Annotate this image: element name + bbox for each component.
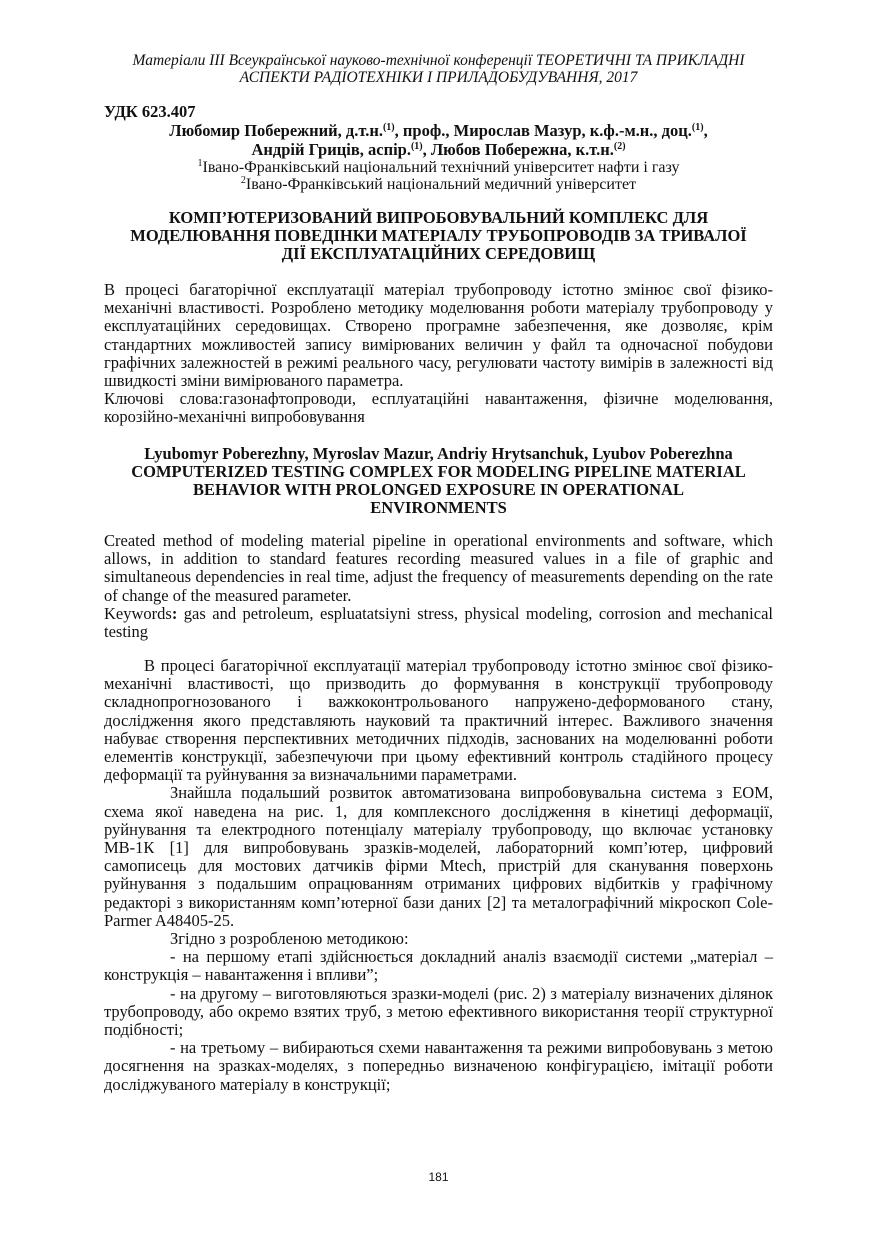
body-paragraph-1: В процесі багаторічної експлуатації матеріал трубопроводу істотно змінює свої фізико-механічні властивості, що призводить до формування в конструкції трубопроводу складнопрогнозованого і важкоконтрольованого напружено-деформованого стану, дослідження якого представляють науковий та практичний інтерес. Важливого значення набуває створення перспективних методичних підходів, заснованих на моделюванні роботи елементів конструкції, забезпечуючи при цьому ефективний контроль стадійного процесу деформації та руйнування за визначальними параметрами.: [104, 656, 773, 785]
authors-block: [104, 121, 773, 193]
body-paragraph-2-part-c: МВ-1К [1] для випробовувань зразків-моделей, лабораторний комп’ютер, цифровий самописець для мостових датчиків фірми Mtech, пристрій для сканування поверхонь руйнування з подальшим опрацюванням отриманих цифрових відбитків у графічному редакторі з використанням комп’ютерної бази даних [2] та металографічний мікроскоп Cole-Parmer A48405-25.: [104, 838, 773, 930]
author-3: Андрій Гриців, аспір.: [251, 140, 411, 159]
keywords-en-colon: :: [171, 603, 178, 623]
abstract-uk-text: В процесі багаторічної експлуатації матеріал трубопроводу істотно змінює свої фізико-механічні властивості. Розроблено методику моделювання роботи матеріалу трубопроводу у експлуатаційних середовищах. Створено програмне забезпечення, яке дозволяє, крім стандартних можливостей запису вимірюваних величин у файл та одночасної побудови графічних залежностей в режимі реального часу, регулювати частоту вимірів в залежності від швидкості зміни вимірюваного параметра.: [104, 280, 773, 391]
author-1: Любомир Побережний, д.т.н.: [169, 121, 383, 140]
affiliation-2: [104, 176, 773, 193]
abstract-english: [104, 532, 773, 641]
english-title-line-2: BEHAVIOR WITH PROLONGED EXPOSURE IN OPERATIONAL: [193, 480, 684, 499]
abstract-en-text: Created method of modeling material pipeline in operational environments and software, which allows, in addition to standard features recording measured values in a file of graphic and simultaneous dependencies in real time, adjust the frequency of measurements depending on the rate of change of the measured parameter.: [104, 531, 773, 605]
title-uk-line-3: ДІЇ ЕКСПЛУАТАЦІЙНИХ СЕРЕДОВИЩ: [281, 244, 596, 263]
abstract-ukrainian: [104, 281, 773, 427]
authors-line-1: [104, 121, 773, 140]
list-item-stage-2: - на другому – виготовляються зразки-моделі (рис. 2) з матеріалу визначених ділянок трубопроводу, або окремо взятих труб, з метою ефективного використання теорії структурної подібності;: [104, 983, 773, 1040]
main-body: [104, 657, 773, 1094]
affiliation-1-text: Івано-Франківський національний технічний університет нафти і газу: [202, 159, 680, 176]
affiliation-1-mark: 1: [197, 158, 203, 169]
english-title-line-3: ENVIRONMENTS: [370, 498, 507, 517]
english-heading: [104, 445, 773, 517]
keywords-uk: Ключові слова:газонафтопроводи, есплуатаційні навантаження, фізичне моделювання, корозійно-механічні випробовування: [104, 389, 773, 427]
author-2-affil: (1): [691, 122, 704, 133]
title-ukrainian: [104, 209, 773, 263]
keywords-en-text: gas and petroleum, espluatatsiyni stress, physical modeling, corrosion and mechanical testing: [104, 603, 773, 642]
udk-code: УДК 623.407: [104, 102, 196, 121]
header-line-2: АСПЕКТИ РАДІОТЕХНІКИ І ПРИЛАДОБУДУВАННЯ, 2017: [239, 69, 638, 86]
page-number: 181: [428, 1170, 449, 1184]
english-authors: Lyubomyr Poberezhny, Myroslav Mazur, Andriy Hrytsanchuk, Lyubov Poberezhna: [144, 444, 733, 463]
title-uk-line-2: МОДЕЛЮВАННЯ ПОВЕДІНКИ МАТЕРІАЛУ ТРУБОПРОВОДІВ ЗА ТРИВАЛОЇ: [130, 226, 747, 245]
author-4: , Любов Побережна, к.т.н.: [422, 140, 614, 159]
title-uk-line-1: КОМП’ЮТЕРИЗОВАНИЙ ВИПРОБОВУВАЛЬНИЙ КОМПЛЕКС ДЛЯ: [168, 208, 709, 227]
conference-header: [60, 52, 817, 86]
english-title-line-1: COMPUTERIZED TESTING COMPLEX FOR MODELING PIPELINE MATERIAL: [131, 462, 746, 481]
header-line-1: Матеріали ІІІ Всеукраїнської науково-технічної конференції ТЕОРЕТИЧНІ ТА ПРИКЛАДНІ: [132, 52, 745, 69]
list-item-stage-1: - на першому етапі здійснюється докладний аналіз взаємодії системи „матеріал – конструкція – навантаження і впливи”;: [104, 947, 773, 985]
affiliation-2-text: Івано-Франківський національний медичний університет: [245, 176, 637, 193]
body-paragraph-2-part-b: установку: [701, 819, 773, 839]
list-item-stage-3: - на третьому – вибираються схеми навантаження та режими випробовувань з метою досягнення на зразках-моделях, з попередньо визначеною конфігурацією, імітації роботи досліджуваного матеріалу в конструкції;: [104, 1038, 773, 1094]
author-3-affil: (1): [410, 141, 423, 152]
authors-comma: ,: [703, 121, 708, 140]
body-paragraph-2: [104, 784, 773, 930]
authors-line-2: [104, 140, 773, 159]
body-paragraph-2-part-a: Знайшла подальший розвиток автоматизована випробовувальна система з ЕОМ, схема якої наведена на рис. 1, для комплексного дослідження в кінетиці деформації, руйнування та електродного потенціалу матеріалу трубопроводу, що включає: [104, 783, 773, 839]
author-4-affil: (2): [613, 141, 626, 152]
affiliation-2-mark: 2: [240, 175, 246, 186]
keywords-en: [104, 605, 773, 641]
author-2: , проф., Мирослав Мазур, к.ф.-м.н., доц.: [394, 121, 692, 140]
author-1-affil: (1): [382, 122, 395, 133]
body-paragraph-3: Згідно з розробленою методикою:: [170, 929, 409, 949]
keywords-en-label: Keywords: [104, 603, 172, 623]
affiliation-1: [104, 159, 773, 176]
